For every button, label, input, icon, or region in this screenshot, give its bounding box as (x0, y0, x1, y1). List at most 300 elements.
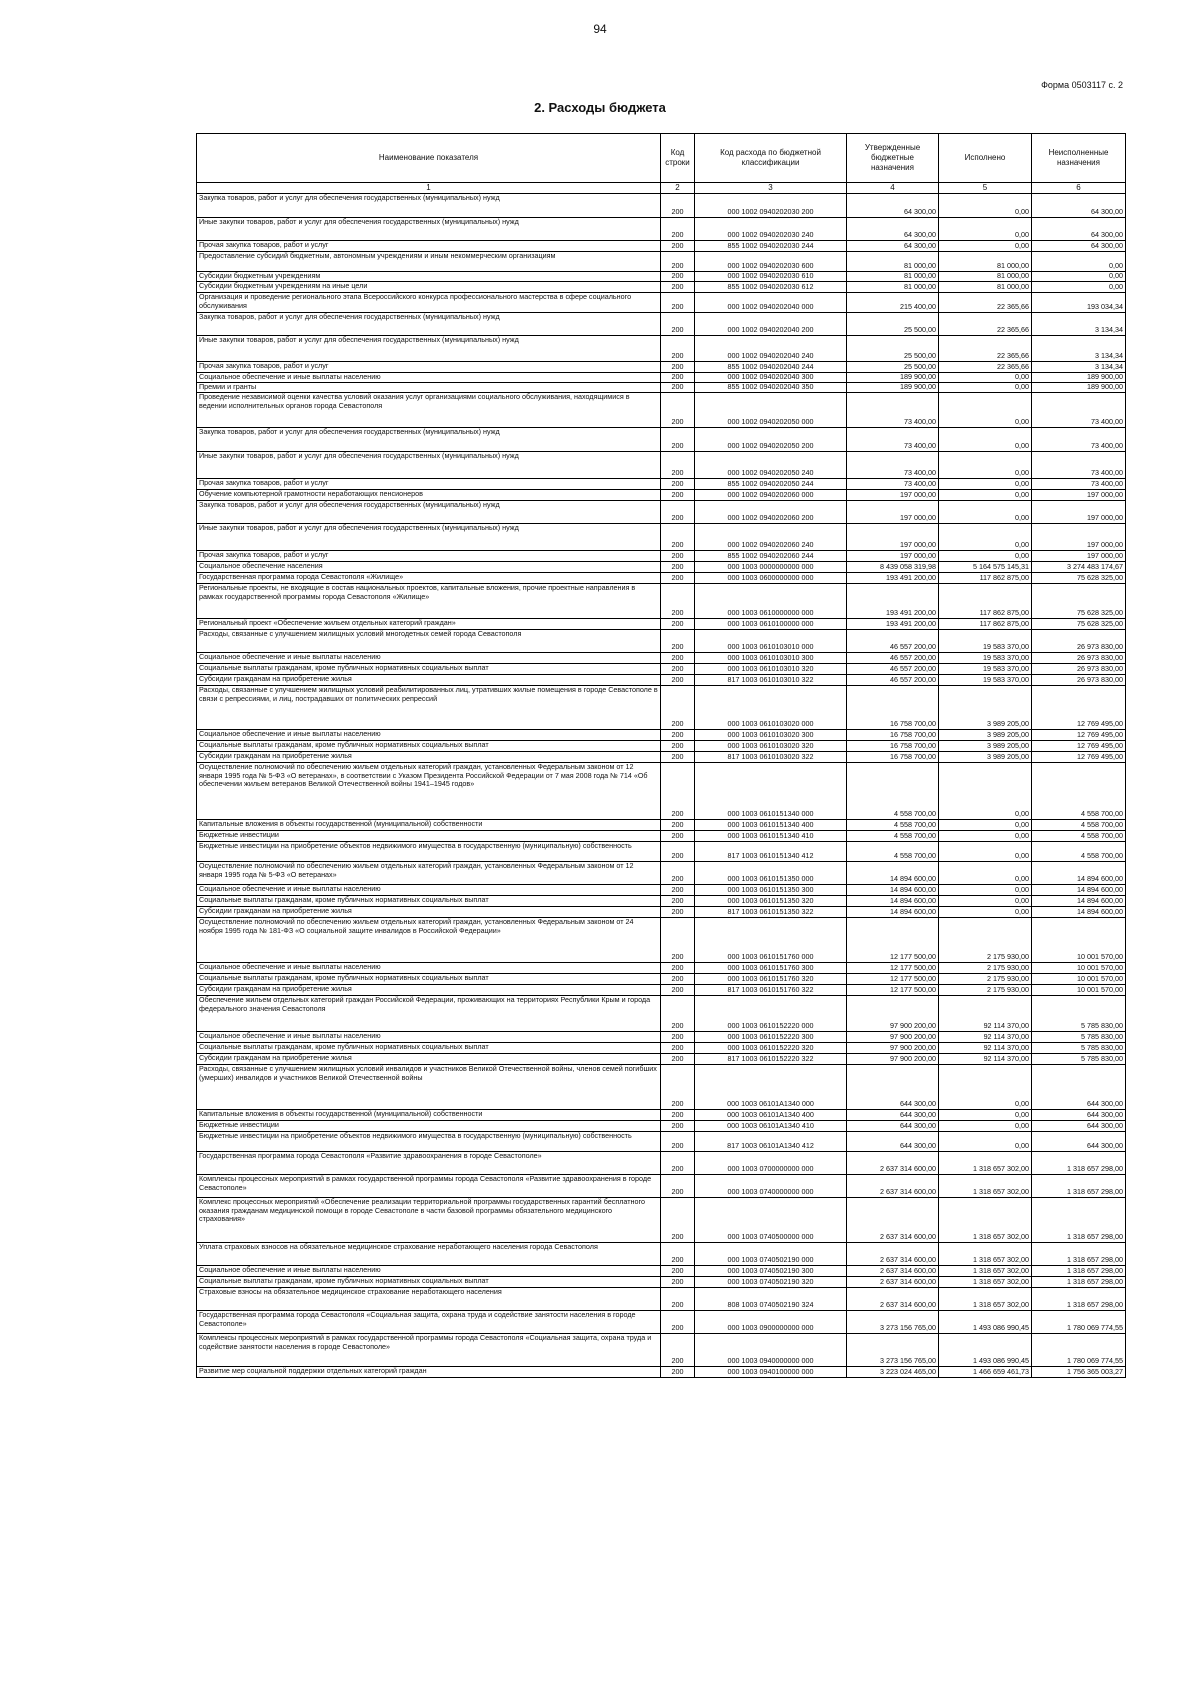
row-approved: 46 557 200,00 (847, 630, 939, 653)
row-classification: 000 1003 0610152220 000 (695, 996, 847, 1032)
row-classification: 855 1002 0940202050 244 (695, 479, 847, 490)
row-code: 200 (661, 272, 695, 282)
row-name: Социальное обеспечение и иные выплаты населению (197, 653, 661, 664)
row-code: 200 (661, 1198, 695, 1243)
row-code: 200 (661, 907, 695, 918)
row-classification: 000 1003 0610151350 000 (695, 862, 847, 885)
row-approved: 3 223 024 465,00 (847, 1367, 939, 1378)
row-code: 200 (661, 313, 695, 336)
row-classification: 000 1003 06101A1340 410 (695, 1121, 847, 1132)
row-code: 200 (661, 1121, 695, 1132)
table-row (197, 272, 1126, 282)
row-code: 200 (661, 1266, 695, 1277)
row-name: Социальные выплаты гражданам, кроме публичных нормативных социальных выплат (197, 896, 661, 907)
row-classification: 000 1002 0940202040 200 (695, 313, 847, 336)
row-unexecuted: 197 000,00 (1032, 490, 1126, 501)
row-unexecuted: 4 558 700,00 (1032, 820, 1126, 831)
row-name: Обеспечение жильем отдельных категорий граждан Российской Федерации, проживающих на территориях Республики Крым и города федерального значения Севастополя (197, 996, 661, 1032)
row-approved: 73 400,00 (847, 452, 939, 479)
row-classification: 000 1003 0610103010 000 (695, 630, 847, 653)
row-code: 200 (661, 842, 695, 862)
row-executed: 81 000,00 (939, 272, 1032, 282)
table-row (197, 907, 1126, 918)
row-code: 200 (661, 428, 695, 452)
table-row (197, 282, 1126, 293)
row-name: Расходы, связанные с улучшением жилищных условий инвалидов и участников Великой Отечественной войны, членов семей погибших (умерших) инвалидов и участников Великой Отечественной войны (197, 1065, 661, 1110)
row-approved: 14 894 600,00 (847, 896, 939, 907)
row-executed: 1 493 086 990,45 (939, 1334, 1032, 1367)
row-name: Бюджетные инвестиции на приобретение объектов недвижимого имущества в государственную (муниципальную) собственность (197, 1132, 661, 1152)
column-number: 6 (1032, 183, 1126, 194)
row-classification: 000 1003 0740502190 000 (695, 1243, 847, 1266)
row-classification: 817 1003 06101A1340 412 (695, 1132, 847, 1152)
table-row (197, 551, 1126, 562)
row-executed: 1 318 657 302,00 (939, 1277, 1032, 1288)
table-row (197, 1288, 1126, 1311)
table-row (197, 428, 1126, 452)
row-code: 200 (661, 1152, 695, 1175)
row-unexecuted: 3 134,34 (1032, 362, 1126, 373)
row-unexecuted: 4 558 700,00 (1032, 831, 1126, 842)
row-unexecuted: 189 900,00 (1032, 383, 1126, 393)
row-executed: 81 000,00 (939, 282, 1032, 293)
table-row (197, 1032, 1126, 1043)
row-classification: 000 1002 0940202060 000 (695, 490, 847, 501)
row-classification: 000 1002 0940202030 200 (695, 194, 847, 218)
row-code: 200 (661, 282, 695, 293)
row-classification: 000 1003 0610151340 410 (695, 831, 847, 842)
row-name: Иные закупки товаров, работ и услуг для обеспечения государственных (муниципальных) нужд (197, 336, 661, 362)
row-executed: 1 318 657 302,00 (939, 1198, 1032, 1243)
row-name: Региональный проект «Обеспечение жильем отдельных категорий граждан» (197, 619, 661, 630)
row-executed: 0,00 (939, 194, 1032, 218)
row-classification: 000 1002 0940202050 240 (695, 452, 847, 479)
column-number: 4 (847, 183, 939, 194)
row-classification: 855 1002 0940202030 612 (695, 282, 847, 293)
row-executed: 0,00 (939, 1110, 1032, 1121)
row-executed: 3 989 205,00 (939, 752, 1032, 763)
row-unexecuted: 189 900,00 (1032, 373, 1126, 383)
row-name: Осуществление полномочий по обеспечению жильем отдельных категорий граждан, установленных Федеральным законом от 12 января 1995 года № 5-ФЗ «О ветеранах» (197, 862, 661, 885)
row-approved: 25 500,00 (847, 313, 939, 336)
row-approved: 4 558 700,00 (847, 831, 939, 842)
row-approved: 16 758 700,00 (847, 730, 939, 741)
row-approved: 73 400,00 (847, 479, 939, 490)
row-name: Уплата страховых взносов на обязательное медицинское страхование неработающего населения города Севастополя (197, 1243, 661, 1266)
row-approved: 12 177 500,00 (847, 918, 939, 963)
row-code: 200 (661, 490, 695, 501)
row-name: Субсидии гражданам на приобретение жилья (197, 675, 661, 686)
row-code: 200 (661, 336, 695, 362)
row-name: Расходы, связанные с улучшением жилищных условий многодетных семей города Севастополя (197, 630, 661, 653)
row-classification: 855 1002 0940202030 244 (695, 241, 847, 252)
row-code: 200 (661, 1043, 695, 1054)
row-executed: 3 989 205,00 (939, 730, 1032, 741)
row-executed: 0,00 (939, 479, 1032, 490)
table-row (197, 730, 1126, 741)
table-row (197, 1065, 1126, 1110)
row-classification: 000 1003 0610152220 320 (695, 1043, 847, 1054)
row-classification: 000 1002 0940202040 240 (695, 336, 847, 362)
row-classification: 817 1003 0610103020 322 (695, 752, 847, 763)
row-approved: 25 500,00 (847, 362, 939, 373)
table-row (197, 573, 1126, 584)
row-classification: 000 1003 0740000000 000 (695, 1175, 847, 1198)
table-row (197, 393, 1126, 428)
row-name: Государственная программа города Севастополя «Социальная защита, охрана труда и содействие занятости населения в городе Севастополе» (197, 1311, 661, 1334)
row-classification: 000 1003 0610103010 300 (695, 653, 847, 664)
row-approved: 644 300,00 (847, 1065, 939, 1110)
table-row (197, 362, 1126, 373)
row-approved: 14 894 600,00 (847, 907, 939, 918)
table-row (197, 336, 1126, 362)
row-approved: 16 758 700,00 (847, 752, 939, 763)
row-unexecuted: 0,00 (1032, 282, 1126, 293)
row-approved: 64 300,00 (847, 241, 939, 252)
table-row (197, 1198, 1126, 1243)
row-executed: 117 862 875,00 (939, 573, 1032, 584)
row-executed: 5 164 575 145,31 (939, 562, 1032, 573)
row-name: Развитие мер социальной поддержки отдельных категорий граждан (197, 1367, 661, 1378)
row-classification: 000 1003 0700000000 000 (695, 1152, 847, 1175)
row-unexecuted: 1 318 657 298,00 (1032, 1198, 1126, 1243)
row-executed: 3 989 205,00 (939, 686, 1032, 730)
row-name: Проведение независимой оценки качества условий оказания услуг организациями социального обслуживания, находящимися в ведении исполнительных органов города Севастополя (197, 393, 661, 428)
row-executed: 92 114 370,00 (939, 996, 1032, 1032)
row-classification: 000 1003 0610151340 400 (695, 820, 847, 831)
row-executed: 0,00 (939, 1132, 1032, 1152)
row-executed: 19 583 370,00 (939, 630, 1032, 653)
row-name: Прочая закупка товаров, работ и услуг (197, 362, 661, 373)
row-executed: 92 114 370,00 (939, 1054, 1032, 1065)
row-executed: 0,00 (939, 524, 1032, 551)
row-classification: 000 1003 0000000000 000 (695, 562, 847, 573)
table-row (197, 842, 1126, 862)
table-row (197, 1311, 1126, 1334)
row-code: 200 (661, 501, 695, 524)
row-unexecuted: 12 769 495,00 (1032, 686, 1126, 730)
row-unexecuted: 26 973 830,00 (1032, 653, 1126, 664)
table-row (197, 1043, 1126, 1054)
row-approved: 193 491 200,00 (847, 584, 939, 619)
row-executed: 0,00 (939, 1121, 1032, 1132)
page-number: 94 (593, 22, 607, 36)
row-code: 200 (661, 985, 695, 996)
table-row (197, 862, 1126, 885)
row-classification: 817 1003 0610151760 322 (695, 985, 847, 996)
row-code: 200 (661, 630, 695, 653)
row-approved: 644 300,00 (847, 1121, 939, 1132)
row-approved: 97 900 200,00 (847, 1043, 939, 1054)
header-executed: Исполнено (939, 134, 1032, 183)
row-approved: 97 900 200,00 (847, 996, 939, 1032)
row-name: Капитальные вложения в объекты государственной (муниципальной) собственности (197, 820, 661, 831)
row-approved: 3 273 156 765,00 (847, 1334, 939, 1367)
row-code: 200 (661, 1132, 695, 1152)
row-approved: 46 557 200,00 (847, 653, 939, 664)
row-unexecuted: 12 769 495,00 (1032, 752, 1126, 763)
row-classification: 000 1003 0610152220 300 (695, 1032, 847, 1043)
column-number: 5 (939, 183, 1032, 194)
table-row (197, 218, 1126, 241)
table-row (197, 501, 1126, 524)
row-code: 200 (661, 918, 695, 963)
row-classification: 000 1003 0940000000 000 (695, 1334, 847, 1367)
row-code: 200 (661, 452, 695, 479)
row-name: Закупка товаров, работ и услуг для обеспечения государственных (муниципальных) нужд (197, 313, 661, 336)
row-code: 200 (661, 293, 695, 313)
row-classification: 000 1002 0940202060 240 (695, 524, 847, 551)
table-row (197, 1152, 1126, 1175)
table-row (197, 985, 1126, 996)
table-row (197, 490, 1126, 501)
row-classification: 000 1002 0940202030 610 (695, 272, 847, 282)
table-row (197, 1266, 1126, 1277)
row-approved: 644 300,00 (847, 1132, 939, 1152)
row-name: Иные закупки товаров, работ и услуг для обеспечения государственных (муниципальных) нужд (197, 524, 661, 551)
row-classification: 000 1003 0610103020 000 (695, 686, 847, 730)
row-code: 200 (661, 1054, 695, 1065)
table-row (197, 820, 1126, 831)
row-unexecuted: 10 001 570,00 (1032, 918, 1126, 963)
row-code: 200 (661, 763, 695, 820)
row-unexecuted: 0,00 (1032, 252, 1126, 272)
table-row (197, 383, 1126, 393)
row-classification: 817 1003 0610152220 322 (695, 1054, 847, 1065)
form-reference: Форма 0503117 с. 2 (1041, 80, 1123, 90)
row-code: 200 (661, 831, 695, 842)
row-name: Социальные выплаты гражданам, кроме публичных нормативных социальных выплат (197, 741, 661, 752)
row-executed: 1 318 657 302,00 (939, 1243, 1032, 1266)
row-unexecuted: 75 628 325,00 (1032, 584, 1126, 619)
row-classification: 000 1003 0900000000 000 (695, 1311, 847, 1334)
row-name: Обучение компьютерной грамотности неработающих пенсионеров (197, 490, 661, 501)
row-approved: 4 558 700,00 (847, 763, 939, 820)
row-approved: 2 637 314 600,00 (847, 1277, 939, 1288)
row-approved: 16 758 700,00 (847, 686, 939, 730)
row-approved: 2 637 314 600,00 (847, 1288, 939, 1311)
table-row (197, 896, 1126, 907)
table-row (197, 963, 1126, 974)
row-name: Расходы, связанные с улучшением жилищных условий реабилитированных лиц, утративших жилые помещения в городе Севастополе в связи с репрессиями, и лиц, пострадавших от политических репрессий (197, 686, 661, 730)
row-unexecuted: 1 756 365 003,27 (1032, 1367, 1126, 1378)
row-executed: 0,00 (939, 763, 1032, 820)
row-executed: 2 175 930,00 (939, 985, 1032, 996)
row-executed: 2 175 930,00 (939, 963, 1032, 974)
row-classification: 855 1002 0940202040 244 (695, 362, 847, 373)
row-name: Комплексы процессных мероприятий в рамках государственной программы города Севастополя «Социальная защита, охрана труда и содействие занятости населения в городе Севастополе» (197, 1334, 661, 1367)
row-name: Субсидии гражданам на приобретение жилья (197, 752, 661, 763)
table-row (197, 1054, 1126, 1065)
table-row (197, 763, 1126, 820)
row-executed: 2 175 930,00 (939, 974, 1032, 985)
row-approved: 12 177 500,00 (847, 963, 939, 974)
row-code: 200 (661, 653, 695, 664)
row-unexecuted: 14 894 600,00 (1032, 907, 1126, 918)
header-code: Код строки (661, 134, 695, 183)
row-name: Бюджетные инвестиции на приобретение объектов недвижимого имущества в государственную (муниципальную) собственность (197, 842, 661, 862)
table-row (197, 831, 1126, 842)
row-unexecuted: 64 300,00 (1032, 218, 1126, 241)
row-classification: 000 1003 0610151350 320 (695, 896, 847, 907)
row-approved: 97 900 200,00 (847, 1032, 939, 1043)
row-code: 200 (661, 573, 695, 584)
row-code: 200 (661, 562, 695, 573)
row-executed: 22 365,66 (939, 362, 1032, 373)
row-name: Социальное обеспечение и иные выплаты населению (197, 730, 661, 741)
row-name: Социальное обеспечение и иные выплаты населению (197, 963, 661, 974)
row-name: Премии и гранты (197, 383, 661, 393)
row-executed: 1 318 657 302,00 (939, 1266, 1032, 1277)
row-approved: 16 758 700,00 (847, 741, 939, 752)
page-title: 2. Расходы бюджета (534, 100, 666, 115)
table-row (197, 1277, 1126, 1288)
row-executed: 0,00 (939, 896, 1032, 907)
table-row (197, 1121, 1126, 1132)
row-approved: 2 637 314 600,00 (847, 1243, 939, 1266)
row-executed: 19 583 370,00 (939, 653, 1032, 664)
row-name: Социальное обеспечение и иные выплаты населению (197, 885, 661, 896)
row-code: 200 (661, 885, 695, 896)
row-classification: 000 1003 0740500000 000 (695, 1198, 847, 1243)
row-unexecuted: 1 318 657 298,00 (1032, 1175, 1126, 1198)
row-code: 200 (661, 996, 695, 1032)
row-executed: 3 989 205,00 (939, 741, 1032, 752)
row-classification: 000 1003 0940100000 000 (695, 1367, 847, 1378)
row-unexecuted: 5 785 830,00 (1032, 996, 1126, 1032)
row-classification: 817 1003 0610151350 322 (695, 907, 847, 918)
table-row (197, 675, 1126, 686)
row-executed: 22 365,66 (939, 293, 1032, 313)
table-row (197, 452, 1126, 479)
row-classification: 000 1003 0600000000 000 (695, 573, 847, 584)
row-name: Субсидии гражданам на приобретение жилья (197, 907, 661, 918)
row-approved: 25 500,00 (847, 336, 939, 362)
row-executed: 0,00 (939, 831, 1032, 842)
row-executed: 1 493 086 990,45 (939, 1311, 1032, 1334)
row-unexecuted: 64 300,00 (1032, 241, 1126, 252)
row-name: Осуществление полномочий по обеспечению жильем отдельных категорий граждан, установленных Федеральным законом от 12 января 1995 года № 5-ФЗ «О ветеранах», в соответствии с Указом Президента Российской Федерации от 7 мая 2008 года № 714 «Об обеспечении жильем ветеранов Великой Отечественной войны 1941–1945 годов» (197, 763, 661, 820)
table-row (197, 664, 1126, 675)
row-name: Капитальные вложения в объекты государственной (муниципальной) собственности (197, 1110, 661, 1121)
row-approved: 4 558 700,00 (847, 820, 939, 831)
row-name: Иные закупки товаров, работ и услуг для обеспечения государственных (муниципальных) нужд (197, 218, 661, 241)
row-code: 200 (661, 393, 695, 428)
row-approved: 197 000,00 (847, 501, 939, 524)
row-name: Социальные выплаты гражданам, кроме публичных нормативных социальных выплат (197, 664, 661, 675)
row-executed: 0,00 (939, 490, 1032, 501)
row-unexecuted: 3 134,34 (1032, 313, 1126, 336)
row-classification: 808 1003 0740502190 324 (695, 1288, 847, 1311)
table-row (197, 974, 1126, 985)
row-name: Субсидии бюджетным учреждениям (197, 272, 661, 282)
row-code: 200 (661, 1288, 695, 1311)
row-name: Социальное обеспечение и иные выплаты населению (197, 1266, 661, 1277)
table-row (197, 1132, 1126, 1152)
row-executed: 19 583 370,00 (939, 675, 1032, 686)
header-unexecuted: Неисполненные назначения (1032, 134, 1126, 183)
row-unexecuted: 644 300,00 (1032, 1121, 1126, 1132)
row-code: 200 (661, 1311, 695, 1334)
row-executed: 92 114 370,00 (939, 1043, 1032, 1054)
row-unexecuted: 10 001 570,00 (1032, 985, 1126, 996)
row-name: Бюджетные инвестиции (197, 1121, 661, 1132)
row-unexecuted: 12 769 495,00 (1032, 741, 1126, 752)
row-unexecuted: 1 318 657 298,00 (1032, 1152, 1126, 1175)
table-row (197, 653, 1126, 664)
row-unexecuted: 4 558 700,00 (1032, 763, 1126, 820)
table-row (197, 524, 1126, 551)
row-unexecuted: 5 785 830,00 (1032, 1043, 1126, 1054)
row-code: 200 (661, 1243, 695, 1266)
row-approved: 2 637 314 600,00 (847, 1175, 939, 1198)
row-approved: 2 637 314 600,00 (847, 1266, 939, 1277)
row-code: 200 (661, 362, 695, 373)
row-code: 200 (661, 974, 695, 985)
row-approved: 64 300,00 (847, 218, 939, 241)
table-row (197, 313, 1126, 336)
row-classification: 000 1003 0610100000 000 (695, 619, 847, 630)
row-executed: 1 318 657 302,00 (939, 1175, 1032, 1198)
row-unexecuted: 3 274 483 174,67 (1032, 562, 1126, 573)
row-name: Субсидии гражданам на приобретение жилья (197, 985, 661, 996)
row-classification: 855 1002 0940202060 244 (695, 551, 847, 562)
row-approved: 8 439 058 319,98 (847, 562, 939, 573)
row-executed: 0,00 (939, 907, 1032, 918)
row-approved: 73 400,00 (847, 393, 939, 428)
row-classification: 000 1002 0940202040 000 (695, 293, 847, 313)
row-unexecuted: 644 300,00 (1032, 1132, 1126, 1152)
row-name: Организация и проведение регионального этапа Всероссийского конкурса профессионального мастерства в сфере социального обслуживания (197, 293, 661, 313)
row-unexecuted: 75 628 325,00 (1032, 619, 1126, 630)
row-unexecuted: 1 318 657 298,00 (1032, 1243, 1126, 1266)
table-row (197, 885, 1126, 896)
row-executed: 19 583 370,00 (939, 664, 1032, 675)
row-code: 200 (661, 675, 695, 686)
table-row (197, 1334, 1126, 1367)
row-name: Закупка товаров, работ и услуг для обеспечения государственных (муниципальных) нужд (197, 194, 661, 218)
column-number: 1 (197, 183, 661, 194)
row-classification: 817 1003 0610103010 322 (695, 675, 847, 686)
row-executed: 0,00 (939, 428, 1032, 452)
table-row (197, 293, 1126, 313)
row-code: 200 (661, 479, 695, 490)
row-executed: 0,00 (939, 1065, 1032, 1110)
budget-expenses-table (196, 133, 1126, 1378)
table-row (197, 194, 1126, 218)
row-unexecuted: 5 785 830,00 (1032, 1032, 1126, 1043)
row-executed: 0,00 (939, 383, 1032, 393)
row-code: 200 (661, 1367, 695, 1378)
row-classification: 000 1002 0940202040 300 (695, 373, 847, 383)
row-executed: 0,00 (939, 393, 1032, 428)
row-executed: 81 000,00 (939, 252, 1032, 272)
row-unexecuted: 26 973 830,00 (1032, 675, 1126, 686)
row-code: 200 (661, 241, 695, 252)
row-approved: 14 894 600,00 (847, 885, 939, 896)
row-approved: 97 900 200,00 (847, 1054, 939, 1065)
row-code: 200 (661, 619, 695, 630)
row-name: Государственная программа города Севастополя «Развитие здравоохранения в городе Севастополе» (197, 1152, 661, 1175)
row-code: 200 (661, 551, 695, 562)
row-approved: 12 177 500,00 (847, 985, 939, 996)
row-unexecuted: 75 628 325,00 (1032, 573, 1126, 584)
row-code: 200 (661, 862, 695, 885)
row-approved: 2 637 314 600,00 (847, 1152, 939, 1175)
row-code: 200 (661, 963, 695, 974)
row-code: 200 (661, 383, 695, 393)
header-approved: Утвержденные бюджетные назначения (847, 134, 939, 183)
